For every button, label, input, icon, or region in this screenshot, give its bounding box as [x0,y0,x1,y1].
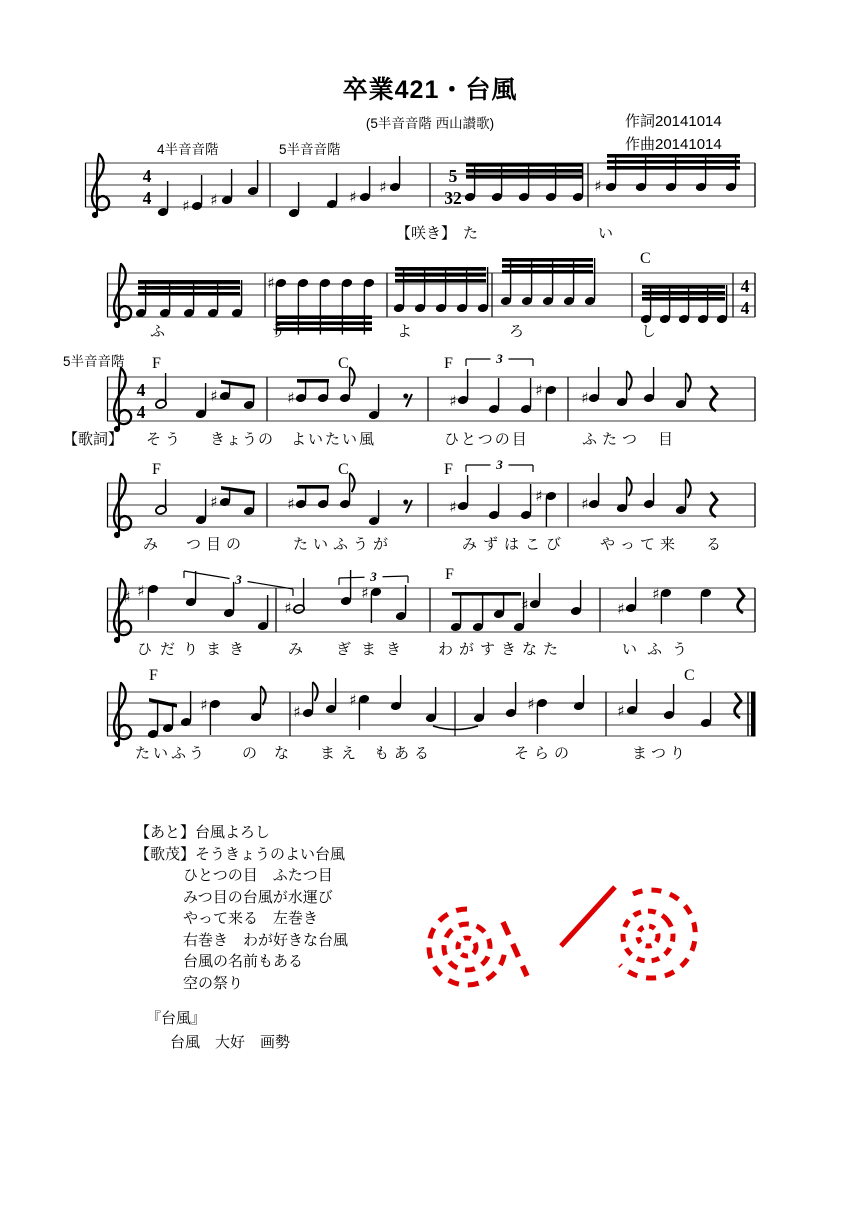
lyric-text: いふう [622,641,698,658]
lyric-text: な [274,745,290,762]
time-signature: 4 [142,188,152,208]
beam [395,267,486,271]
beam [607,166,740,170]
eighth-flag [261,686,266,705]
chord-label: F [152,461,161,478]
sharp-sign: ♯ [210,493,218,511]
sharp-sign: ♯ [581,495,589,513]
beam [466,175,582,179]
footer-line: ひとつの目 ふたつ目 [183,867,333,884]
sharp-sign: ♯ [182,197,190,215]
sharp-sign: ♯ [267,274,275,292]
sharp-sign: ♯ [284,599,292,617]
beam [502,258,593,262]
score-line [339,577,365,578]
lyric-text: み [143,536,159,553]
time-signature: 4 [142,166,152,186]
footer-line: 【歌茂】そうきょうのよい台風 [135,845,346,863]
beam [395,273,486,277]
treble-clef-icon [119,579,121,639]
lyric-text: 目 [658,431,674,448]
sharp-sign: ♯ [521,596,529,614]
typhoon-spiral-left [429,909,527,985]
lyric-text: ひだりまき [137,641,253,658]
treble-clef-icon [92,212,98,218]
credit-lyricist: 作詞20141014 [625,113,722,130]
sharp-sign: ♯ [349,691,357,709]
chord-label: C [338,461,349,478]
final-barline [751,692,756,737]
sharp-sign: ♯ [287,389,295,407]
treble-clef-icon [119,264,121,324]
beam [466,163,582,167]
lyric-text: そう [146,431,185,448]
typhoon-doodle [415,852,715,1024]
beam [452,592,521,596]
chord-label: C [684,667,695,684]
quarter-rest [738,588,744,613]
beam [466,169,582,173]
treble-clef-icon [114,264,131,320]
sharp-sign: ♯ [617,702,625,720]
time-signature: 4 [136,380,146,400]
scale-label: 4半音音階 [157,142,219,157]
beam [502,264,593,268]
chord-label: F [444,461,453,478]
sharp-sign: ♯ [449,392,457,410]
lyric-text: よいたい風 [291,431,377,448]
time-signature: 4 [740,298,750,318]
lyric-text: たいふう [135,745,208,762]
scale-label: 5半音音階 [279,142,341,157]
treble-clef-icon [119,474,121,534]
lyric-text: まつり [632,745,690,762]
footer-line: 空の祭り [183,974,244,992]
lyric-text: ひとつの目 [444,431,529,448]
lyric-text: る [706,536,722,553]
chord-label: C [338,355,349,372]
beam [297,485,329,489]
eighth-rest [403,394,408,399]
time-signature: 4 [740,276,750,296]
triplet-number: 3 [496,457,503,472]
footer-line: やって来る 左巻き [183,910,319,927]
lyric-text: の [242,745,258,762]
lyric-text: わがすきなた [438,641,565,658]
score-line [383,576,409,577]
lyric-text: 【咲き】 [396,225,457,242]
sharp-sign: ♯ [200,696,208,714]
beam [277,327,372,331]
treble-clef-icon [114,683,131,739]
lyric-text: し [641,323,657,340]
beam [607,154,740,158]
lyric-text: ろ [509,323,525,340]
lyric-text: つ目の [186,536,247,553]
spiral-tail [503,922,527,976]
typhoon-spiral-right [561,887,695,978]
time-signature: 4 [136,402,146,422]
sharp-sign: ♯ [449,498,457,516]
chord-label: F [152,355,161,372]
eighth-rest [403,500,408,505]
lyric-text: よ [397,323,413,340]
lyric-text: みずはこび [462,536,568,553]
scale-label: 5半音音階 [63,354,125,369]
beam [277,315,372,319]
treble-clef-icon [114,474,131,530]
triplet-number: 3 [370,569,377,584]
beam [138,286,240,290]
footer-line: みつ目の台風が水運び [183,888,333,906]
chord-label: F [444,355,453,372]
diagonal-stroke [561,887,615,946]
lyric-text: た [463,225,479,242]
beam [221,380,255,389]
sharp-sign: ♯ [379,178,387,196]
credit-composer: 作曲20141014 [625,136,722,153]
lyric-text: う [270,323,286,340]
treble-clef-icon [119,683,121,743]
sharp-sign: ♯ [652,585,660,603]
beam [395,279,486,283]
page-subtitle: (5半音音階 西山讃歌) [365,116,495,131]
sharp-sign: ♯ [293,703,301,721]
chord-label: F [149,667,158,684]
lyric-text: ふたつ [582,431,643,448]
treble-clef-icon [92,154,109,210]
beam [138,280,240,284]
beam [502,270,593,274]
lyric-text: もある [374,745,435,762]
triplet-number: 3 [235,572,242,587]
sharp-sign: ♯ [617,600,625,618]
treble-clef-icon [114,637,120,643]
treble-clef-icon [97,154,99,214]
lyric-text: たいふうが [293,536,394,553]
chord-label: C [640,250,651,267]
lyric-text: まえ [320,745,363,762]
beam [607,160,740,164]
lyric-text: 【歌詞】 [63,431,124,448]
lyric-text: やって来 [600,536,681,553]
treble-clef-icon [114,368,131,424]
footer-line: 右巻き わが好きな台風 [183,931,349,949]
eighth-flag [686,373,691,392]
lyric-text: きょうの [210,431,275,448]
lyric-text: ふ [150,323,166,340]
sharp-sign: ♯ [287,495,295,513]
sharp-sign: ♯ [527,695,535,713]
time-signature: 32 [444,188,462,208]
footer-lyrics-block [0,822,348,994]
sharp-sign: ♯ [349,188,357,206]
beam [642,291,725,295]
sharp-sign: ♯ [210,191,218,209]
eighth-flag [686,479,691,498]
lyric-text: そらの [514,745,575,762]
lyric-text: ぎまき [336,641,412,658]
eighth-flag [627,371,632,390]
treble-clef-icon [114,322,120,328]
sharp-sign: ♯ [594,177,602,195]
sharp-sign: ♯ [361,584,369,602]
treble-clef-icon [114,741,120,747]
book-title: 『台風』 [146,1010,207,1027]
sharp-sign: ♯ [535,487,543,505]
book-credit: 台風 大好 画勢 [170,1034,291,1051]
score-line [184,571,230,579]
eighth-flag [627,477,632,496]
treble-clef-icon [114,532,120,538]
beam [138,292,240,296]
beam [297,379,329,383]
sharp-sign: ♯ [137,582,145,600]
beam [221,486,255,495]
lyric-text: み [288,641,304,658]
sharp-sign: ♯ [535,381,543,399]
treble-clef-icon [119,368,121,428]
footer-line: 台風の名前もある [183,953,304,970]
treble-clef-icon [114,426,120,432]
chord-label: F [445,566,454,583]
beam [642,297,725,301]
sharp-sign: ♯ [210,387,218,405]
lyric-text: い [598,225,614,242]
beam [642,285,725,289]
sharp-sign: ♯ [123,588,131,606]
footer-line: 【あと】台風よろし [135,824,271,841]
time-signature: 5 [448,166,458,186]
page-title: 卒業421・台風 [342,76,518,104]
triplet-number: 3 [496,351,503,366]
sharp-sign: ♯ [581,389,589,407]
beam [277,321,372,325]
